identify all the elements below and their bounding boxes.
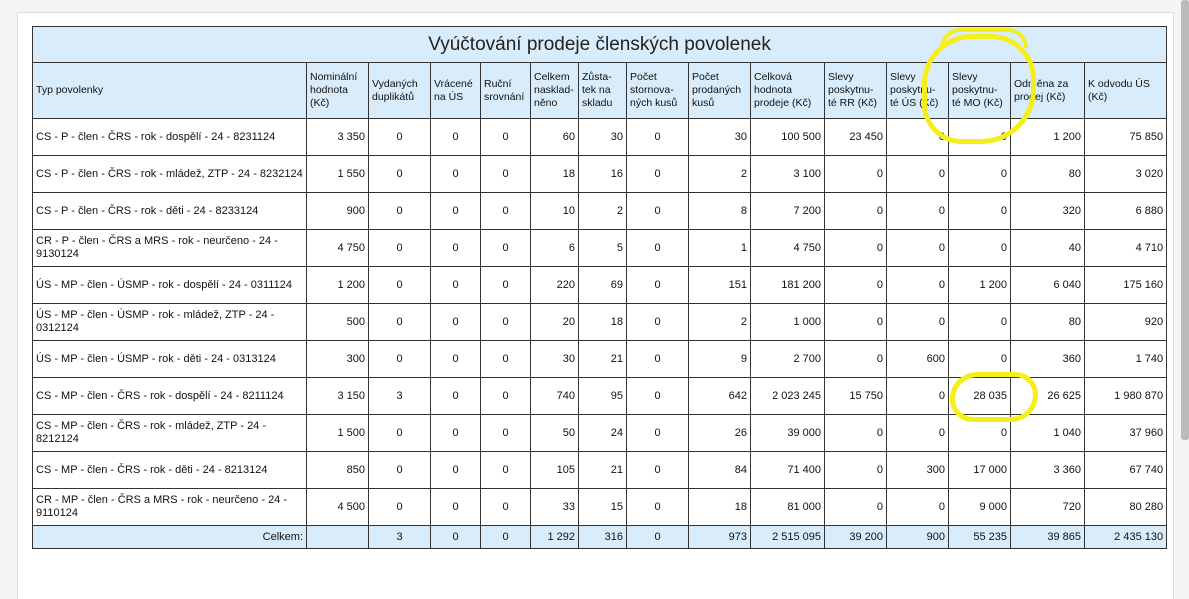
value-cell: 37 960: [1085, 415, 1167, 452]
value-cell: 0: [481, 156, 531, 193]
value-cell: 69: [579, 267, 627, 304]
value-cell: 1 550: [307, 156, 369, 193]
total-cell: 39 200: [825, 526, 887, 549]
value-cell: 0: [431, 415, 481, 452]
value-cell: 1 000: [751, 304, 825, 341]
value-cell: 1 040: [1011, 415, 1085, 452]
value-cell: 0: [887, 230, 949, 267]
table-row: [33, 230, 1167, 267]
value-cell: 30: [531, 341, 579, 378]
value-cell: 500: [307, 304, 369, 341]
value-cell: 0: [887, 119, 949, 156]
total-cell: 55 235: [949, 526, 1011, 549]
value-cell: 0: [431, 230, 481, 267]
value-cell: 740: [531, 378, 579, 415]
value-cell: 21: [579, 452, 627, 489]
value-cell: 84: [689, 452, 751, 489]
value-cell: 21: [579, 341, 627, 378]
value-cell: 0: [887, 267, 949, 304]
table-row: [33, 304, 1167, 341]
value-cell: 0: [627, 304, 689, 341]
value-cell: 0: [369, 304, 431, 341]
value-cell: 4 710: [1085, 230, 1167, 267]
value-cell: 850: [307, 452, 369, 489]
value-cell: 24: [579, 415, 627, 452]
value-cell: 20: [531, 304, 579, 341]
value-cell: 0: [825, 230, 887, 267]
value-cell: 720: [1011, 489, 1085, 526]
total-cell: 3: [369, 526, 431, 549]
value-cell: 0: [949, 230, 1011, 267]
value-cell: 80 280: [1085, 489, 1167, 526]
value-cell: 0: [431, 341, 481, 378]
value-cell: 181 200: [751, 267, 825, 304]
value-cell: 3 360: [1011, 452, 1085, 489]
value-cell: 23 450: [825, 119, 887, 156]
value-cell: 0: [369, 341, 431, 378]
column-header: Celkem nasklad- něno: [531, 63, 579, 119]
value-cell: 67 740: [1085, 452, 1167, 489]
value-cell: 1 740: [1085, 341, 1167, 378]
value-cell: 0: [949, 193, 1011, 230]
table-row: [33, 489, 1167, 526]
value-cell: 0: [887, 415, 949, 452]
total-cell: 39 865: [1011, 526, 1085, 549]
total-cell: 0: [431, 526, 481, 549]
permit-type-cell: CS - MP - člen - ČRS - rok - mládež, ZTP - 24 - 8212124: [33, 415, 307, 452]
column-header: K odvodu ÚS (Kč): [1085, 63, 1167, 119]
value-cell: 0: [627, 341, 689, 378]
total-cell: 0: [481, 526, 531, 549]
header-row: [33, 63, 1167, 119]
permit-type-cell: CS - P - člen - ČRS - rok - mládež, ZTP - 24 - 8232124: [33, 156, 307, 193]
permit-type-cell: CS - P - člen - ČRS - rok - dospělí - 24 - 8231124: [33, 119, 307, 156]
value-cell: 0: [369, 156, 431, 193]
value-cell: 0: [431, 193, 481, 230]
value-cell: 1 500: [307, 415, 369, 452]
value-cell: 3 150: [307, 378, 369, 415]
total-cell: 1 292: [531, 526, 579, 549]
permit-type-cell: CS - MP - člen - ČRS - rok - děti - 24 - 8213124: [33, 452, 307, 489]
value-cell: 5: [579, 230, 627, 267]
value-cell: 0: [431, 304, 481, 341]
table-row: [33, 452, 1167, 489]
permit-type-cell: CR - MP - člen - ČRS a MRS - rok - neurčeno - 24 - 9110124: [33, 489, 307, 526]
value-cell: 2: [689, 156, 751, 193]
value-cell: 1 980 870: [1085, 378, 1167, 415]
value-cell: 1: [689, 230, 751, 267]
value-cell: 6 040: [1011, 267, 1085, 304]
value-cell: 18: [531, 156, 579, 193]
column-header: Slevy poskytnu- té MO (Kč): [949, 63, 1011, 119]
value-cell: 75 850: [1085, 119, 1167, 156]
permit-type-cell: CS - MP - člen - ČRS - rok - dospělí - 24 - 8211124: [33, 378, 307, 415]
column-header: Ruční srovnání: [481, 63, 531, 119]
value-cell: 1 200: [1011, 119, 1085, 156]
value-cell: 0: [431, 489, 481, 526]
value-cell: 0: [825, 452, 887, 489]
value-cell: 0: [481, 230, 531, 267]
value-cell: 16: [579, 156, 627, 193]
value-cell: 0: [431, 452, 481, 489]
value-cell: 0: [481, 267, 531, 304]
value-cell: 0: [949, 119, 1011, 156]
permit-type-cell: CS - P - člen - ČRS - rok - děti - 24 - 8233124: [33, 193, 307, 230]
value-cell: 0: [481, 341, 531, 378]
value-cell: 0: [431, 119, 481, 156]
value-cell: 17 000: [949, 452, 1011, 489]
value-cell: 0: [627, 193, 689, 230]
value-cell: 220: [531, 267, 579, 304]
column-header: Typ povolenky: [33, 63, 307, 119]
value-cell: 0: [481, 452, 531, 489]
total-cell: [307, 526, 369, 549]
value-cell: 1 200: [949, 267, 1011, 304]
value-cell: 0: [949, 341, 1011, 378]
value-cell: 2: [689, 304, 751, 341]
scrollbar[interactable]: [1181, 0, 1189, 440]
table-row: [33, 341, 1167, 378]
value-cell: 6: [531, 230, 579, 267]
column-header: Vrácené na ÚS: [431, 63, 481, 119]
table-row: [33, 119, 1167, 156]
value-cell: 2 700: [751, 341, 825, 378]
total-cell: 0: [627, 526, 689, 549]
column-header: Slevy poskytnu- té ÚS (Kč): [887, 63, 949, 119]
table-row: [33, 415, 1167, 452]
total-cell: 900: [887, 526, 949, 549]
value-cell: 2 023 245: [751, 378, 825, 415]
value-cell: 0: [949, 304, 1011, 341]
value-cell: 0: [627, 489, 689, 526]
value-cell: 600: [887, 341, 949, 378]
value-cell: 0: [627, 267, 689, 304]
value-cell: 0: [369, 489, 431, 526]
value-cell: 10: [531, 193, 579, 230]
table-row: [33, 378, 1167, 415]
value-cell: 8: [689, 193, 751, 230]
value-cell: 0: [627, 230, 689, 267]
permit-type-cell: ÚS - MP - člen - ÚSMP - rok - mládež, ZTP - 24 - 0312124: [33, 304, 307, 341]
value-cell: 0: [481, 304, 531, 341]
table-body: [33, 119, 1167, 526]
total-cell: 973: [689, 526, 751, 549]
value-cell: 0: [481, 489, 531, 526]
table-row: [33, 193, 1167, 230]
permit-type-cell: CR - P - člen - ČRS a MRS - rok - neurčeno - 24 - 9130124: [33, 230, 307, 267]
value-cell: 0: [627, 156, 689, 193]
value-cell: 28 035: [949, 378, 1011, 415]
report-title: Vyúčtování prodeje členských povolenek: [33, 27, 1167, 63]
value-cell: 105: [531, 452, 579, 489]
value-cell: 95: [579, 378, 627, 415]
total-label: Celkem:: [33, 526, 307, 549]
value-cell: 39 000: [751, 415, 825, 452]
value-cell: 0: [481, 119, 531, 156]
value-cell: 0: [627, 119, 689, 156]
value-cell: 80: [1011, 156, 1085, 193]
value-cell: 151: [689, 267, 751, 304]
total-row: [33, 526, 1167, 549]
value-cell: 71 400: [751, 452, 825, 489]
value-cell: 0: [369, 415, 431, 452]
value-cell: 0: [887, 156, 949, 193]
value-cell: 0: [369, 230, 431, 267]
permit-type-cell: ÚS - MP - člen - ÚSMP - rok - děti - 24 - 0313124: [33, 341, 307, 378]
value-cell: 0: [431, 267, 481, 304]
table-row: [33, 267, 1167, 304]
value-cell: 0: [887, 304, 949, 341]
column-header: Nominální hodnota (Kč): [307, 63, 369, 119]
value-cell: 0: [431, 156, 481, 193]
column-header: Počet stornova- ných kusů: [627, 63, 689, 119]
value-cell: 15 750: [825, 378, 887, 415]
value-cell: 100 500: [751, 119, 825, 156]
value-cell: 0: [627, 415, 689, 452]
value-cell: 9: [689, 341, 751, 378]
column-header: Odměna za prodej (Kč): [1011, 63, 1085, 119]
value-cell: 60: [531, 119, 579, 156]
value-cell: 0: [369, 452, 431, 489]
value-cell: 18: [689, 489, 751, 526]
value-cell: 642: [689, 378, 751, 415]
value-cell: 0: [887, 378, 949, 415]
value-cell: 0: [887, 489, 949, 526]
value-cell: 320: [1011, 193, 1085, 230]
value-cell: 0: [627, 378, 689, 415]
column-header: Zůsta- tek na skladu: [579, 63, 627, 119]
value-cell: 0: [369, 119, 431, 156]
value-cell: 6 880: [1085, 193, 1167, 230]
value-cell: 360: [1011, 341, 1085, 378]
value-cell: 0: [369, 193, 431, 230]
value-cell: 40: [1011, 230, 1085, 267]
value-cell: 30: [579, 119, 627, 156]
value-cell: 920: [1085, 304, 1167, 341]
value-cell: 26: [689, 415, 751, 452]
value-cell: 80: [1011, 304, 1085, 341]
value-cell: 15: [579, 489, 627, 526]
value-cell: 3 020: [1085, 156, 1167, 193]
value-cell: 0: [825, 267, 887, 304]
value-cell: 50: [531, 415, 579, 452]
value-cell: 0: [825, 304, 887, 341]
value-cell: 18: [579, 304, 627, 341]
table-row: [33, 156, 1167, 193]
value-cell: 0: [825, 489, 887, 526]
value-cell: 3: [369, 378, 431, 415]
permit-type-cell: ÚS - MP - člen - ÚSMP - rok - dospělí - 24 - 0311124: [33, 267, 307, 304]
value-cell: 0: [825, 193, 887, 230]
value-cell: 0: [825, 341, 887, 378]
value-cell: 0: [627, 452, 689, 489]
value-cell: 0: [949, 156, 1011, 193]
value-cell: 300: [307, 341, 369, 378]
value-cell: 7 200: [751, 193, 825, 230]
value-cell: 1 200: [307, 267, 369, 304]
value-cell: 0: [887, 193, 949, 230]
value-cell: 26 625: [1011, 378, 1085, 415]
value-cell: 300: [887, 452, 949, 489]
value-cell: 81 000: [751, 489, 825, 526]
value-cell: 0: [369, 267, 431, 304]
value-cell: 0: [481, 378, 531, 415]
value-cell: 2: [579, 193, 627, 230]
column-header: Vydaných duplikátů: [369, 63, 431, 119]
value-cell: 3 100: [751, 156, 825, 193]
value-cell: 0: [825, 156, 887, 193]
value-cell: 3 350: [307, 119, 369, 156]
value-cell: 30: [689, 119, 751, 156]
value-cell: 900: [307, 193, 369, 230]
value-cell: 4 750: [307, 230, 369, 267]
sales-report-table: [32, 26, 1167, 549]
value-cell: 0: [825, 415, 887, 452]
column-header: Počet prodaných kusů: [689, 63, 751, 119]
value-cell: 4 500: [307, 489, 369, 526]
value-cell: 0: [481, 415, 531, 452]
value-cell: 0: [481, 193, 531, 230]
total-cell: 316: [579, 526, 627, 549]
total-cell: 2 435 130: [1085, 526, 1167, 549]
value-cell: 0: [431, 378, 481, 415]
value-cell: 4 750: [751, 230, 825, 267]
value-cell: 33: [531, 489, 579, 526]
value-cell: 0: [949, 415, 1011, 452]
value-cell: 9 000: [949, 489, 1011, 526]
value-cell: 175 160: [1085, 267, 1167, 304]
total-cell: 2 515 095: [751, 526, 825, 549]
column-header: Slevy poskytnu- té RR (Kč): [825, 63, 887, 119]
column-header: Celková hodnota prodeje (Kč): [751, 63, 825, 119]
